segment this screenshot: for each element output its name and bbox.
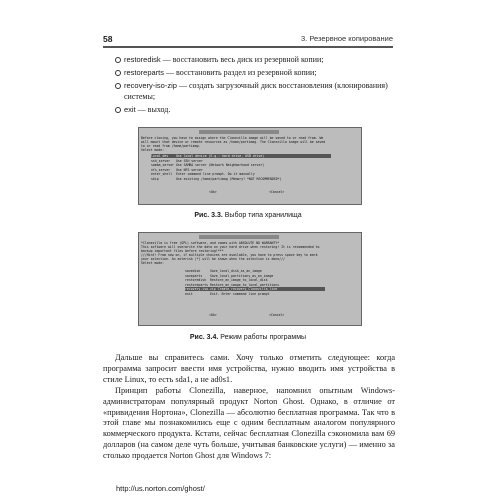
screen-line: Before cloning, you have to assign where the Clonezilla image will be saved to or read from. We: [141, 136, 324, 140]
menu-item: skip Use existing /home/partimag (Memory! *NOT RECOMMENDED*): [151, 176, 282, 181]
menu-item: enter_shell Enter command line prompt. Do it manually: [151, 172, 255, 176]
screen-line: to or read from /home/partimag.: [141, 144, 201, 148]
command-name: restoredisk: [124, 55, 161, 64]
chapter-title: 3. Резервное копирование: [301, 34, 393, 43]
url-link: http://us.norton.com/ghost/: [116, 484, 205, 493]
caption-text: Выбор типа хранилища: [222, 212, 302, 219]
list-item: [116, 55, 396, 66]
screen-line: Select mode:: [141, 261, 165, 265]
screen-line: will mount that device or remote resources as /home/partimag. The Clonezilla image will be saved: [141, 140, 326, 144]
command-name: restoreparts: [124, 68, 165, 77]
menu-item: restoreparts Restore_an_image_to_local_partitions: [185, 282, 280, 287]
figure-3-4-caption: [103, 334, 393, 341]
screen-line: Select mode:: [141, 148, 165, 152]
ok-button: <Ok>: [209, 313, 217, 317]
body-text: [103, 353, 395, 462]
list-item: [116, 105, 396, 116]
caption-text: Режим работы программы: [218, 334, 307, 341]
bullet-icon: [115, 57, 121, 63]
command-name: exit: [124, 104, 136, 114]
paragraph: Принцип работы Clonezilla, наверное, напомнил опытным Windows-администраторам популярный продукт Norton Ghost. Однако, в отличие от «привидения Нортона», Clonezilla — абсолютно бесплатная программа. Так что в этой главе мы познакомились еще с одним бесплатным аналогом популярного коммерческого продукта. Кстати, сейчас бесплатная Clonezilla сэкономила вам 69 долларов (на самом деле чуть больше, учитывая банковские услуги) — именно за столько продается Norton Ghost для Windows 7:: [103, 385, 395, 461]
command-description: — создать загрузочный диск восстановления (клонирования) системы;: [124, 81, 388, 101]
dialog-titlebar: [199, 235, 279, 239]
screen-line: your selection. An asterisk (*) will be shown when the selection is done///: [141, 257, 285, 261]
ok-button: <Ok>: [209, 190, 217, 194]
command-description: — восстановить весь диск из резервной копии;: [160, 55, 324, 64]
menu-item: recovery-iso-zip Create_recovery_Clonezilla_live: [185, 287, 278, 291]
menu-item: restoredisk Restore_an_image_to_local_disk: [185, 278, 268, 282]
screen-line: backup important files before restoring!***: [141, 249, 224, 253]
command-name: recovery-iso-zip: [124, 81, 177, 90]
cancel-button: <Cancel>: [269, 190, 285, 194]
screen-line: *Clonezilla is free (GPL) software, and comes with ABSOLUTE NO WARRANTY*: [141, 241, 280, 245]
menu-item: savedisk Save_local_disk_as_an_image: [185, 269, 262, 273]
figure-3-3-caption: [103, 212, 393, 219]
list-item: [116, 68, 396, 79]
bullet-icon: [115, 70, 121, 76]
menu-item: local_dev Use local device (E.g.: hard drive, USB drive): [151, 154, 265, 158]
caption-label: Рис. 3.4.: [189, 334, 219, 341]
cancel-button: <Cancel>: [269, 313, 285, 317]
screen-line: ///Hint! From now on, if multiple choices are available, you have to press space key to mark: [141, 253, 318, 257]
caption-label: Рис. 3.3.: [194, 212, 223, 219]
header-rule: [103, 46, 393, 48]
figure-3-4-screenshot: [138, 232, 362, 326]
menu-item: ssh_server Use SSH server: [151, 158, 203, 163]
page-number: 58: [103, 34, 113, 44]
dialog-titlebar: [199, 130, 279, 134]
bullet-list: [116, 55, 396, 118]
bullet-icon: [115, 107, 121, 113]
command-description: — восстановить раздел из резервной копии;: [164, 68, 317, 77]
screen-line: This software will overwrite the data on your hard drive when restoring! It is recommended to: [141, 245, 320, 249]
menu-item: saveparts Save_local_partitions_as_an_image: [185, 273, 274, 278]
bullet-icon: [115, 83, 121, 89]
figure-3-3-screenshot: [138, 127, 362, 205]
command-description: — выход.: [135, 104, 171, 114]
menu-item: samba_server Use SAMBA server (Network Neighborhood server): [151, 163, 265, 167]
menu-item: nfs_server Use NFS server: [151, 167, 203, 172]
list-item: [116, 81, 396, 102]
paragraph: Дальше вы справитесь сами. Хочу только отметить следующее: когда программа запросит ввести имя устройства, нужно вводить имя устройства в стиле Linux, то есть sda1, а не ad0s1.: [103, 353, 395, 384]
menu-item: exit Exit. Enter command line prompt: [185, 291, 270, 296]
